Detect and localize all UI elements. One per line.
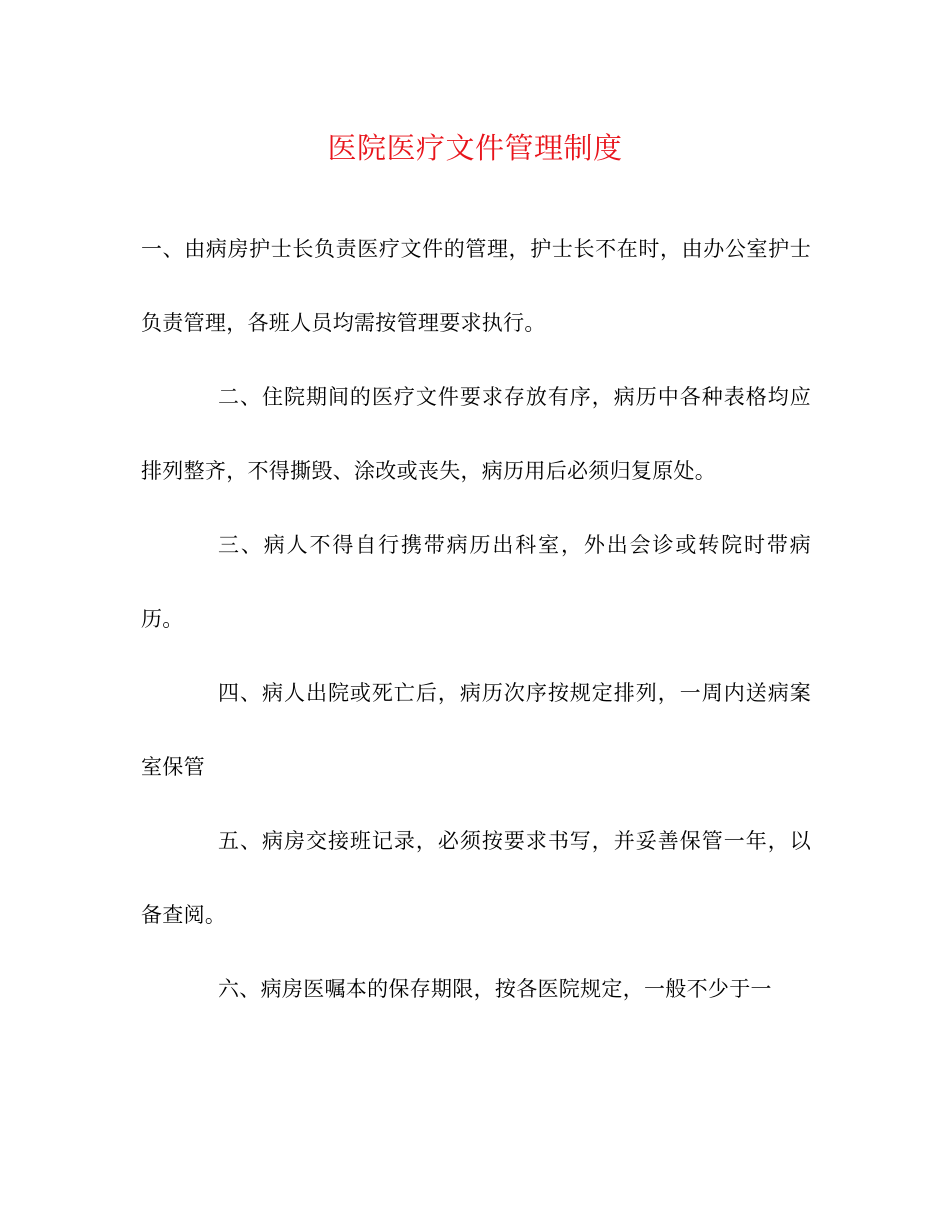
paragraph-4: 四、病人出院或死亡后，病历次序按规定排列，一周内送病案室保管	[141, 681, 811, 779]
paragraph-5: 五、病房交接班记录，必须按要求书写，并妥善保管一年，以备查阅。	[141, 829, 811, 927]
paragraph-3: 三、病人不得自行携带病历出科室，外出会诊或转院时带病历。	[141, 533, 811, 631]
document-body	[141, 212, 811, 1026]
document-title: 医院医疗文件管理制度	[327, 131, 623, 165]
paragraph-1: 一、由病房护士长负责医疗文件的管理，护士长不在时，由办公室护士负责管理，各班人员均需按管理要求执行。	[141, 237, 811, 335]
paragraph-6: 六、病房医嘱本的保存期限，按各医院规定，一般不少于一	[218, 977, 772, 1001]
paragraph-2: 二、住院期间的医疗文件要求存放有序，病历中各种表格均应排列整齐，不得撕毁、涂改或丧失，病历用后必须归复原处。	[141, 385, 811, 483]
